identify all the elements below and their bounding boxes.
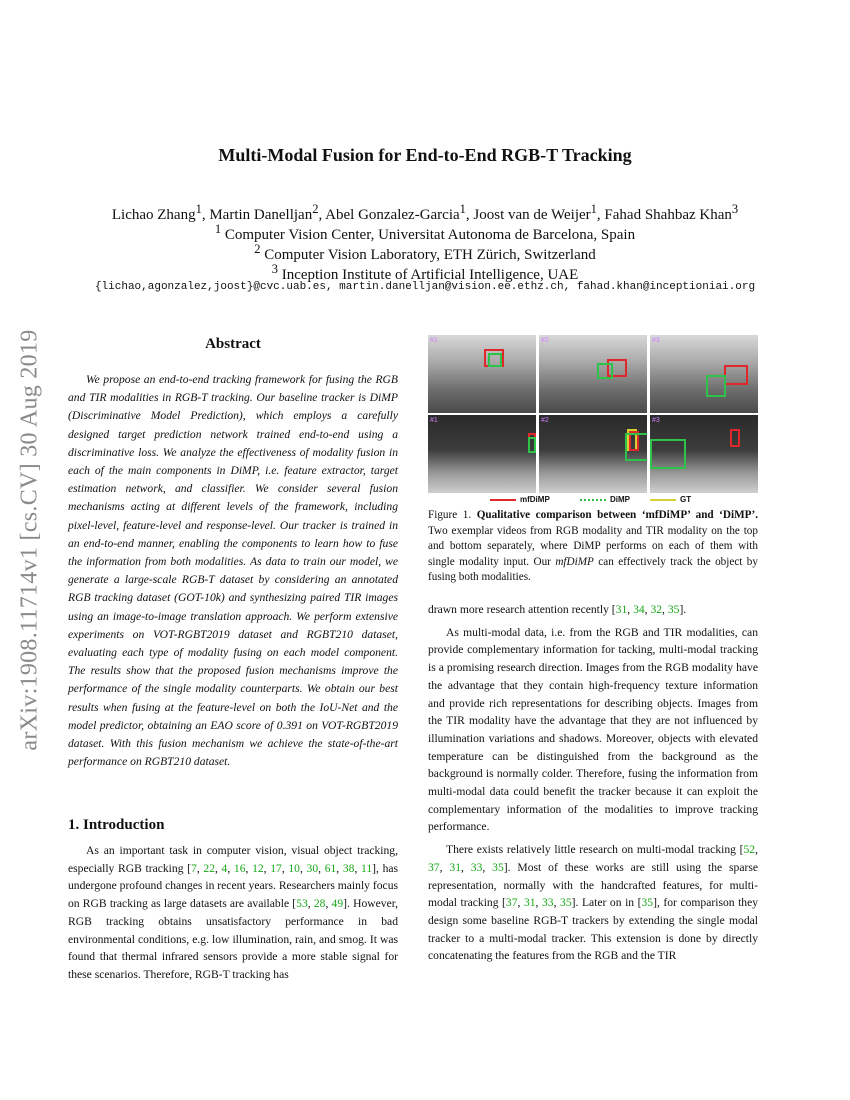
affiliation-sup: 3 [271,262,278,276]
arxiv-id: arXiv:1908.11714v1 [cs.CV] 30 Aug 2019 [16,329,43,751]
affiliation-sup: 1 [214,222,222,236]
paper-title: Multi-Modal Fusion for End-to-End RGB-T Tracking [218,145,632,165]
dimp-box [488,353,502,367]
citation-link[interactable]: 52 [743,843,756,857]
frame-label: #3 [652,417,660,424]
citation-link[interactable]: 31 [615,603,628,616]
mfdimp-box [730,429,740,447]
citation-link[interactable]: 31 [449,860,461,874]
body-paragraph: There exists relatively little research on multi-modal tracking [52, 37, 31, 33, 35]. Most of these works are still using the sparse representation, normally with the handcrafted features, for multi-modal tracking [37, 31, 33, 35]. Later on in [35], for comparison they design some baseline RGB-T trackers by extending the single modal tracker to a multi-modal tracker. This extension is done by directly concatenating the features from the RGB and the TIR [428,843,759,963]
author-name: Martin Danelljan [209,207,313,223]
citation-link[interactable]: 35 [560,896,572,910]
section-heading-introduction: 1. Introduction [68,817,165,833]
author-name: Joost van de Weijer [473,207,591,223]
citation-link[interactable]: 35 [641,896,654,910]
intro-paragraph: As an important task in computer vision, visual object tracking, especially RGB tracking [7, 22, 4, 16, 12, 17, 10, 30, 61, 38, 11], has undergone profound changes in recent years. Researchers mainly focus on RGB tracking as large datasets are available [53, 28, 49]. However, RGB tracking obtains unsatisfactory performance in bad environmental conditions, e.g. low illumination, rain, and smog. It was found that thermal infrared sensors provide a more stable signal for these scenarios. Therefore, RGB-T tracking has [68,844,399,981]
caption-emphasis: mfDiMP [555,555,594,568]
legend-line [650,499,676,501]
citation-link[interactable]: 10 [288,861,300,875]
citation-link[interactable]: 61 [324,861,337,875]
arxiv-sidebar [8,290,52,790]
author-sup: 1 [459,202,466,216]
citation-link[interactable]: 32 [650,603,663,616]
intro-text: ]. However, RGB tracking obtains unsatisfactory performance in bad environmental conditions, e.g. low illumination, rain, and smog. It was found that thermal infrared sensors provide a more stable signal for these scenarios. Therefore, RGB-T tracking has [68,897,399,981]
citation-link[interactable]: 11 [361,861,373,875]
citation-link[interactable]: 37 [505,896,518,910]
rgb-frame [539,335,647,413]
citation-link[interactable]: 28 [313,897,326,911]
abstract-heading: Abstract [205,336,261,352]
author-sup: 2 [312,202,319,216]
body-paragraph: drawn more research attention recently [31, 34, 32, 35]. [428,603,687,616]
right-column-text [428,601,758,970]
citation-link[interactable]: 17 [270,861,282,875]
tir-frame [428,415,536,493]
legend-label: mfDiMP [520,495,550,504]
affiliation-text: Computer Vision Center, Universitat Autonoma de Barcelona, Spain [224,227,636,243]
dimp-box [625,433,647,461]
caption-text: Two exemplar videos from RGB modality and TIR modality on the top and bottom separately, where DiMP performs on each of them with single modality input. Our [428,524,758,568]
frame-label: #2 [541,337,549,344]
citation-link[interactable]: 33 [470,860,483,874]
citation-link[interactable]: 35 [667,603,680,616]
dimp-box [650,439,686,469]
affiliation-text: Computer Vision Laboratory, ETH Zürich, Switzerland [264,247,596,263]
frame-label: #2 [541,417,549,424]
legend-item-gt [650,495,691,504]
intro-text: ], has undergone profound changes in recent years. Researchers mainly focus on RGB tracking as large datasets are available [ [68,861,399,911]
citation-link[interactable]: 53 [296,897,308,911]
figure-1-caption [428,508,758,586]
figure-legend [480,495,740,507]
citation-link[interactable]: 34 [633,603,645,616]
frame-label: #1 [430,417,438,424]
citation-link[interactable]: 22 [203,861,215,875]
author-sup: 1 [590,202,597,216]
body-text: drawn more research attention recently [ [428,603,616,616]
caption-text: can effectively track the object by fusing both modalities. [428,555,758,583]
caption-number: Figure 1. [428,509,472,521]
citation-link[interactable]: 16 [233,861,246,875]
citation-link[interactable]: 12 [252,861,264,875]
citation-link[interactable]: 38 [342,861,355,875]
dimp-box [528,437,536,453]
dimp-box [597,363,613,379]
frame-label: #3 [652,337,660,344]
intro-text: As an important task in computer vision, visual object tracking, especially RGB tracking [ [68,844,398,875]
citation-link[interactable]: 4 [221,861,228,875]
author-sup: 1 [195,202,202,216]
legend-line [490,499,516,501]
dimp-box [706,375,726,397]
affiliation-text: Inception Institute of Artificial Intelligence, UAE [281,267,579,283]
abstract-text: We propose an end-to-end tracking framework for fusing the RGB and TIR modalities in RGB-T tracking. Our baseline tracker is DiMP (Discriminative Model Prediction), which employs a carefully designed target prediction network trained end-to-end using a discriminative loss. We analyze the effectiveness of modality fusion in each of the main components in DiMP, i.e. feature extractor, target estimation network, and classifier. We consider several fusion mechanisms acting at different levels of the framework, including pixel-level, feature-level and response-level. Our tracker is trained in an end-to-end manner, enabling the components to learn how to fuse the information from both modalities. As data to train our model, we generate a large-scale RGB-T dataset by considering an annotated RGB tracking dataset (GOT-10k) and synthesizing paired TIR images using an image-to-image translation approach. We perform extensive experiments on VOT-RGBT2019 dataset and RGBT210 dataset, evaluating each type of modality fusing on each model component. The results show that the proposed fusion mechanisms improve the performance of the single modality counterparts. We obtain our best results when fusing at the feature-level on both the IoU-Net and the model predictor, obtaining an EAO score of 0.391 on VOT-RGBT2019 dataset. With this fusion mechanism we achieve the state-of-the-art performance on RGBT210 dataset. [68,373,398,769]
legend-label: GT [680,495,692,504]
author-name: Lichao Zhang [111,207,196,223]
citation-link[interactable]: 7 [191,861,197,875]
legend-label: DiMP [610,495,630,504]
author-list: Lichao Zhang$^1$, Martin Danelljan$^2$, Abel Gonzalez-Garcia$^1$, Joost van de Weijer$^1$, Fahad Shahbaz Khan$^3$ [111,202,739,223]
citation-link[interactable]: 35 [492,860,504,874]
author-emails: {lichao,agonzalez,joost}@cvc.uab.es, martin.danelljan@vision.ee.ethz.ch, fahad.khan@inceptioniai.org [94,281,756,293]
affiliation-sup: 2 [254,242,261,256]
citation-link[interactable]: 49 [331,897,344,911]
caption-title: Qualitative comparison between ‘mfDiMP’ and ‘DiMP’. [476,509,758,521]
body-paragraph: As multi-modal data, i.e. from the RGB and TIR modalities, can provide complementary information for tacking, multi-modal tracking is a promising research direction. Images from the RGB modality have the advantage that they contain high-frequency texture information and provide rich representations for describing objects. Images from the TIR modality have the advantage that they are not influenced by illumination variations and shadows. Moreover, objects with elevated temperature can be distinguished from the background as the background is normally colder. Therefore, fusing the information from multi-modal data could benefit the tracker because it can exploit the complementary information of the modalities to improve tracking performance. [428,625,758,834]
legend-line [580,499,606,501]
body-text: ]. [679,603,687,616]
body-text: ]. Later on in [ [571,896,642,910]
citation-link[interactable]: 30 [306,861,319,875]
legend-item-mfdimp [490,495,550,504]
frame-label: #1 [430,337,438,344]
citation-link[interactable]: 33 [542,896,554,910]
mfdimp-box [724,365,748,385]
rgb-frame [650,335,758,413]
body-text: ]. Most of these works are still using the sparse representation, normally with the handcrafted features, for multi-modal tracking [ [428,860,759,910]
author-name: Fahad Shahbaz Khan [604,207,732,223]
rgb-frame [428,335,536,413]
citation-link[interactable]: 31 [523,896,536,910]
citation-link[interactable]: 37 [428,860,440,874]
legend-item-dimp [580,495,630,504]
tir-frame [539,415,647,493]
author-name: Abel Gonzalez-Garcia [325,207,460,223]
author-sup: 3 [731,202,739,216]
body-text: ], for comparison they design some baseline RGB-T trackers by extending the single modal tracker to a multi-modal tracker. This extension is done by directly concatenating the features from the RGB and the TIR [428,896,759,963]
figure-1-image [428,335,758,493]
body-text: There exists relatively little research on multi-modal tracking [ [446,843,744,857]
tir-frame [650,415,758,493]
